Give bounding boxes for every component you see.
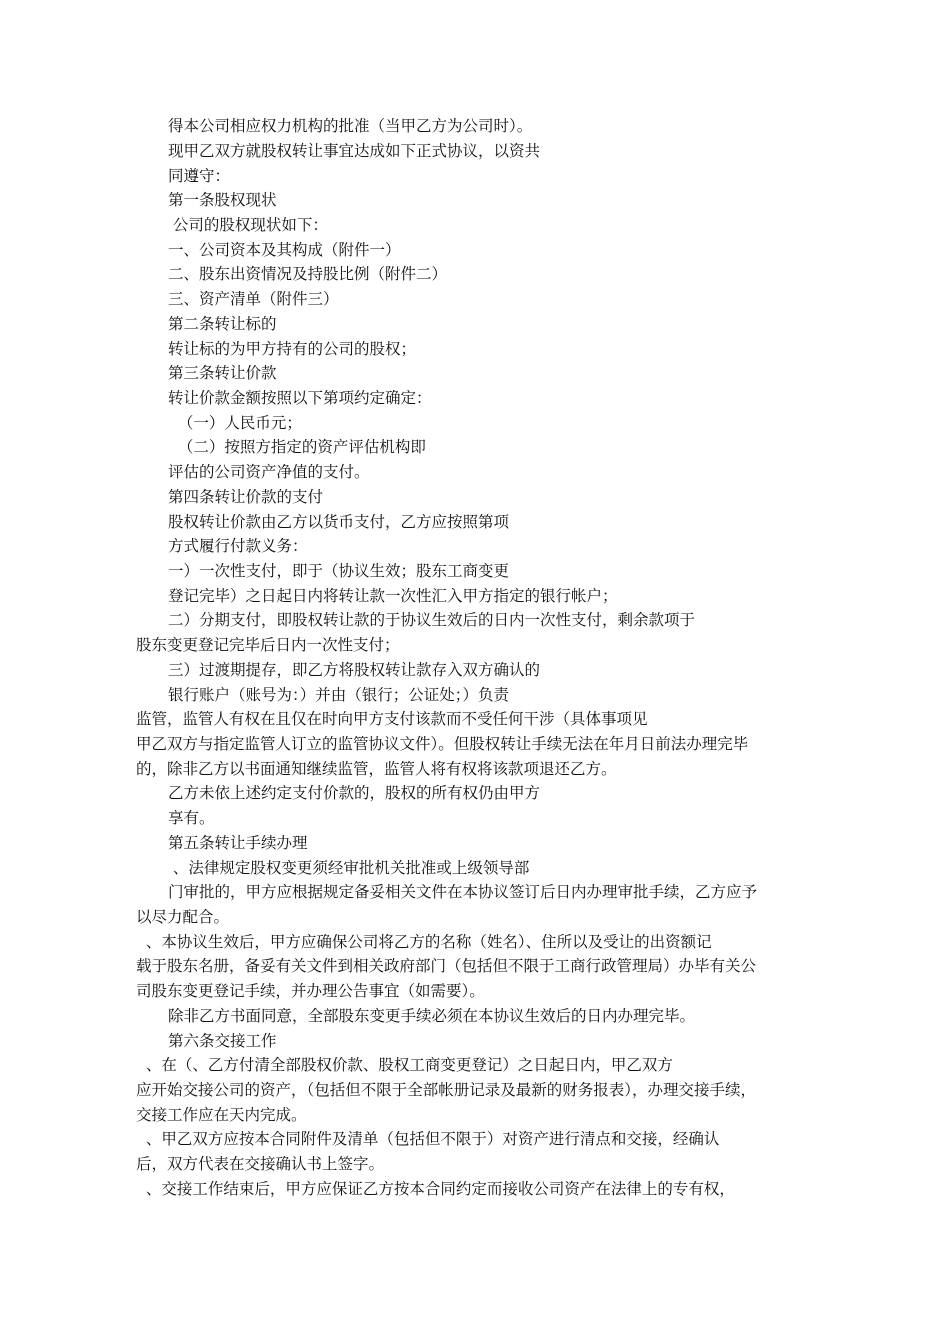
text-line: 后，双方代表在交接确认书上签字。	[136, 1155, 385, 1173]
text-line: 二、股东出资情况及持股比例（附件二）	[168, 265, 448, 283]
section-heading: 第三条转让价款	[168, 364, 277, 382]
text-line: （一）人民币元；	[168, 414, 302, 432]
text-line: 评估的公司资产净值的支付。	[168, 463, 370, 481]
text-line: 二）分期支付，即股权转让款的于协议生效后的日内一次性支付，剩余款项于	[168, 611, 696, 629]
text-line: 登记完毕）之日起日内将转让款一次性汇入甲方指定的银行帐户；	[168, 587, 618, 605]
text-line: 现甲乙双方就股权转让事宜达成如下正式协议，以资共	[168, 142, 541, 160]
text-line: 、法律规定股权变更须经审批机关批准或上级领导部	[168, 859, 530, 877]
section-heading: 第五条转让手续办理	[168, 834, 308, 852]
text-line: 方式履行付款义务：	[168, 537, 308, 555]
section-heading: 第二条转让标的	[168, 315, 277, 333]
text-line: 一）一次性支付，即于（协议生效；股东工商变更	[168, 562, 510, 580]
text-line: 以尽力配合。	[136, 908, 230, 926]
text-line: 的，除非乙方以书面通知继续监管，监管人将有权将该款项退还乙方。	[136, 760, 617, 778]
text-line: 转让标的为甲方持有的公司的股权；	[168, 340, 417, 358]
text-line: 、交接工作结束后，甲方应保证乙方按本合同约定而接收公司资产在法律上的专有权，	[136, 1180, 735, 1198]
text-line: 应开始交接公司的资产，（包括但不限于全部帐册记录及最新的财务报表），办理交接手续，	[136, 1081, 757, 1099]
text-line: 转让价款金额按照以下第项约定确定：	[168, 389, 432, 407]
text-line: 、在（、乙方付清全部股权价款、股权工商变更登记）之日起日内，甲乙双方	[136, 1056, 673, 1074]
text-line: 甲乙双方与指定监管人订立的监管协议文件）。但股权转让手续无法在年月日前法办理完毕	[136, 735, 749, 753]
text-line: 享有。	[168, 809, 215, 827]
text-line: 载于股东名册，备妥有关文件到相关政府部门（包括但不限于工商行政管理局）办毕有关公	[136, 957, 757, 975]
text-line: 得本公司相应权力机构的批准（当甲乙方为公司时）。	[168, 117, 533, 135]
section-heading: 第四条转让价款的支付	[168, 488, 324, 506]
text-line: 银行账户（账号为：）并由（银行；公证处；）负责	[168, 686, 510, 704]
text-line: 公司的股权现状如下：	[168, 216, 328, 234]
text-line: 司股东变更登记手续，并办理公告事宜（如需要）。	[136, 982, 485, 1000]
text-line: 监管，监管人有权在且仅在时向甲方支付该款而不受任何干涉（具体事项见	[136, 710, 648, 728]
text-line: 股权转让价款由乙方以货币支付，乙方应按照第项	[168, 513, 510, 531]
text-line: 三）过渡期提存，即乙方将股权转让款存入双方确认的	[168, 661, 541, 679]
text-line: （二）按照方指定的资产评估机构即	[168, 438, 426, 456]
section-heading: 第六条交接工作	[168, 1032, 277, 1050]
text-line: 乙方未依上述约定支付价款的，股权的所有权仍由甲方	[168, 784, 541, 802]
text-line: 三、资产清单（附件三）	[168, 290, 339, 308]
text-line: 同遵守：	[168, 167, 231, 185]
text-line: 、本协议生效后，甲方应确保公司将乙方的名称（姓名）、住所以及受让的出资额记	[136, 933, 712, 951]
text-line: 一、公司资本及其构成（附件一）	[168, 241, 401, 259]
text-line: 除非乙方书面同意，全部股东变更手续必须在本协议生效后的日内办理完毕。	[168, 1007, 696, 1025]
text-line: 、甲乙双方应按本合同附件及清单（包括但不限于）对资产进行清点和交接，经确认	[136, 1130, 720, 1148]
text-line: 股东变更登记完毕后日内一次性支付；	[136, 636, 400, 654]
text-line: 门审批的，甲方应根据规定备妥相关文件在本协议签订后日内办理审批手续，乙方应予	[168, 883, 758, 901]
text-line: 交接工作应在天内完成。	[136, 1106, 307, 1124]
section-heading: 第一条股权现状	[168, 191, 277, 209]
